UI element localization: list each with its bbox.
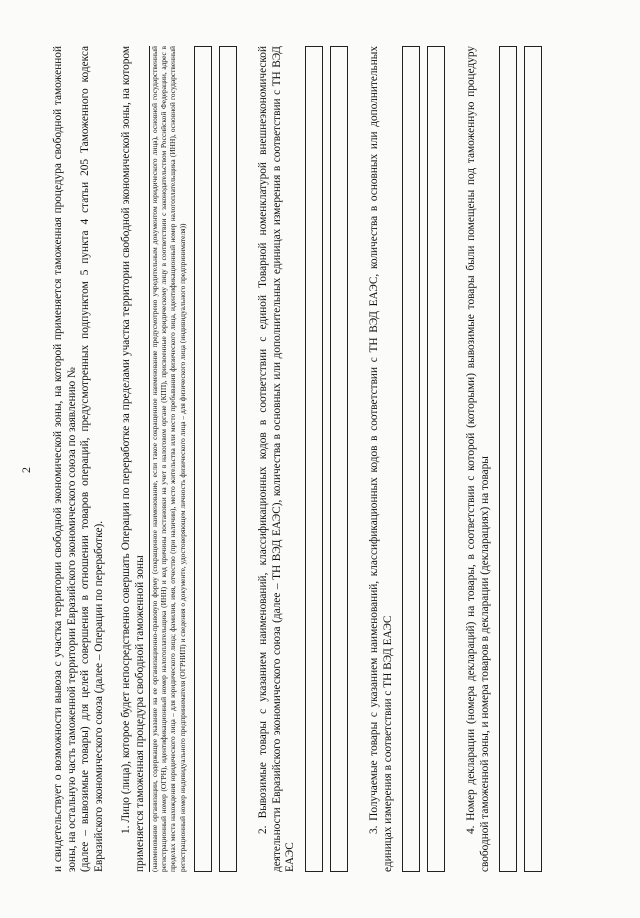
page-number: 2 [19, 467, 33, 473]
section-1-field [194, 46, 212, 872]
section-3-field-2 [427, 46, 445, 872]
section-3-field [402, 46, 420, 872]
section-1-note: (наименование организации, содержащее указание на ее организационно-правовую форму (сокращенное наименование, если такое сокращенное наименование предусмотрено учредительным документом юридического лица), основной государственный регистрационный номер (ОГРН), идентификационный номер налогоплательщика (ИНН) и код причины постановки на учет в налоговом органе (КПП), присвоенные юридическому лицу в соответствии с законодательством Российской Федерации, адрес в пределах места нахождения юридического лица – для юридического лица; фамилия, имя, отчество (при наличии), место жительства или место пребывания физического лица, идентификационный номер налогоплательщика (ИНН), основной государственный регистрационный номер индивидуального предпринимателя (ОГРНИП) и сведения о документе, удостоверяющем личность физического лица – для физического лица (индивидуального предпринимателя)) [149, 46, 187, 872]
section-1-text: 1. Лицо (лица), которое будет непосредственно совершать Операции по переработке за пределами участка территории свободной экономической зоны, на котором применяется таможенная процедура свободной таможенной зоны [120, 46, 149, 872]
section-1-field-2 [219, 46, 237, 872]
document-body [52, 46, 548, 872]
intro-paragraph: и свидетельствует о возможности вывоза с участка территории свободной экономической зоны, на которой применяется таможенная процедура свободной таможенной зоны, на остальную часть таможенной территории Евразийского экономического союза по заявлению № [52, 46, 78, 872]
section-4-field-2 [524, 46, 542, 872]
section-2-field-2 [330, 46, 348, 872]
section-3-text: 3. Получаемые товары с указанием наименований, классификационных кодов в соответствии с ТН ВЭД ЕАЭС, количества в основных или дополнительных единицах измерения в соответствии с ТН ВЭД ЕАЭС [367, 46, 394, 872]
section-4-field [499, 46, 517, 872]
section-4-text: 4. Номер декларации (номера деклараций) на товары, в соответствии с которой (которыми) вывозимые товары были помещены под таможенную процедуру свободной таможенной зоны, и номера товаров в декларации (декларациях) на товары [465, 46, 491, 872]
section-2-text: 2. Вывозимые товары с указанием наименований, классификационных кодов в соответствии с единой Товарной номенклатурой внешнеэкономической деятельности Евразийского экономического союза (далее – ТН ВЭД ЕАЭС), количества в основных или дополнительных единицах измерения в соответствии с ТН ВЭД ЕАЭС [257, 46, 297, 872]
intro-paragraph-continued: (далее – вывозимые товары) для целей совершения в отношении товаров операций, предусмотренных подпунктом 5 пункта 4 статьи 205 Таможенного кодекса Евразийского экономического союза (далее – Операции по переработке). [79, 46, 105, 872]
section-2-field [305, 46, 323, 872]
